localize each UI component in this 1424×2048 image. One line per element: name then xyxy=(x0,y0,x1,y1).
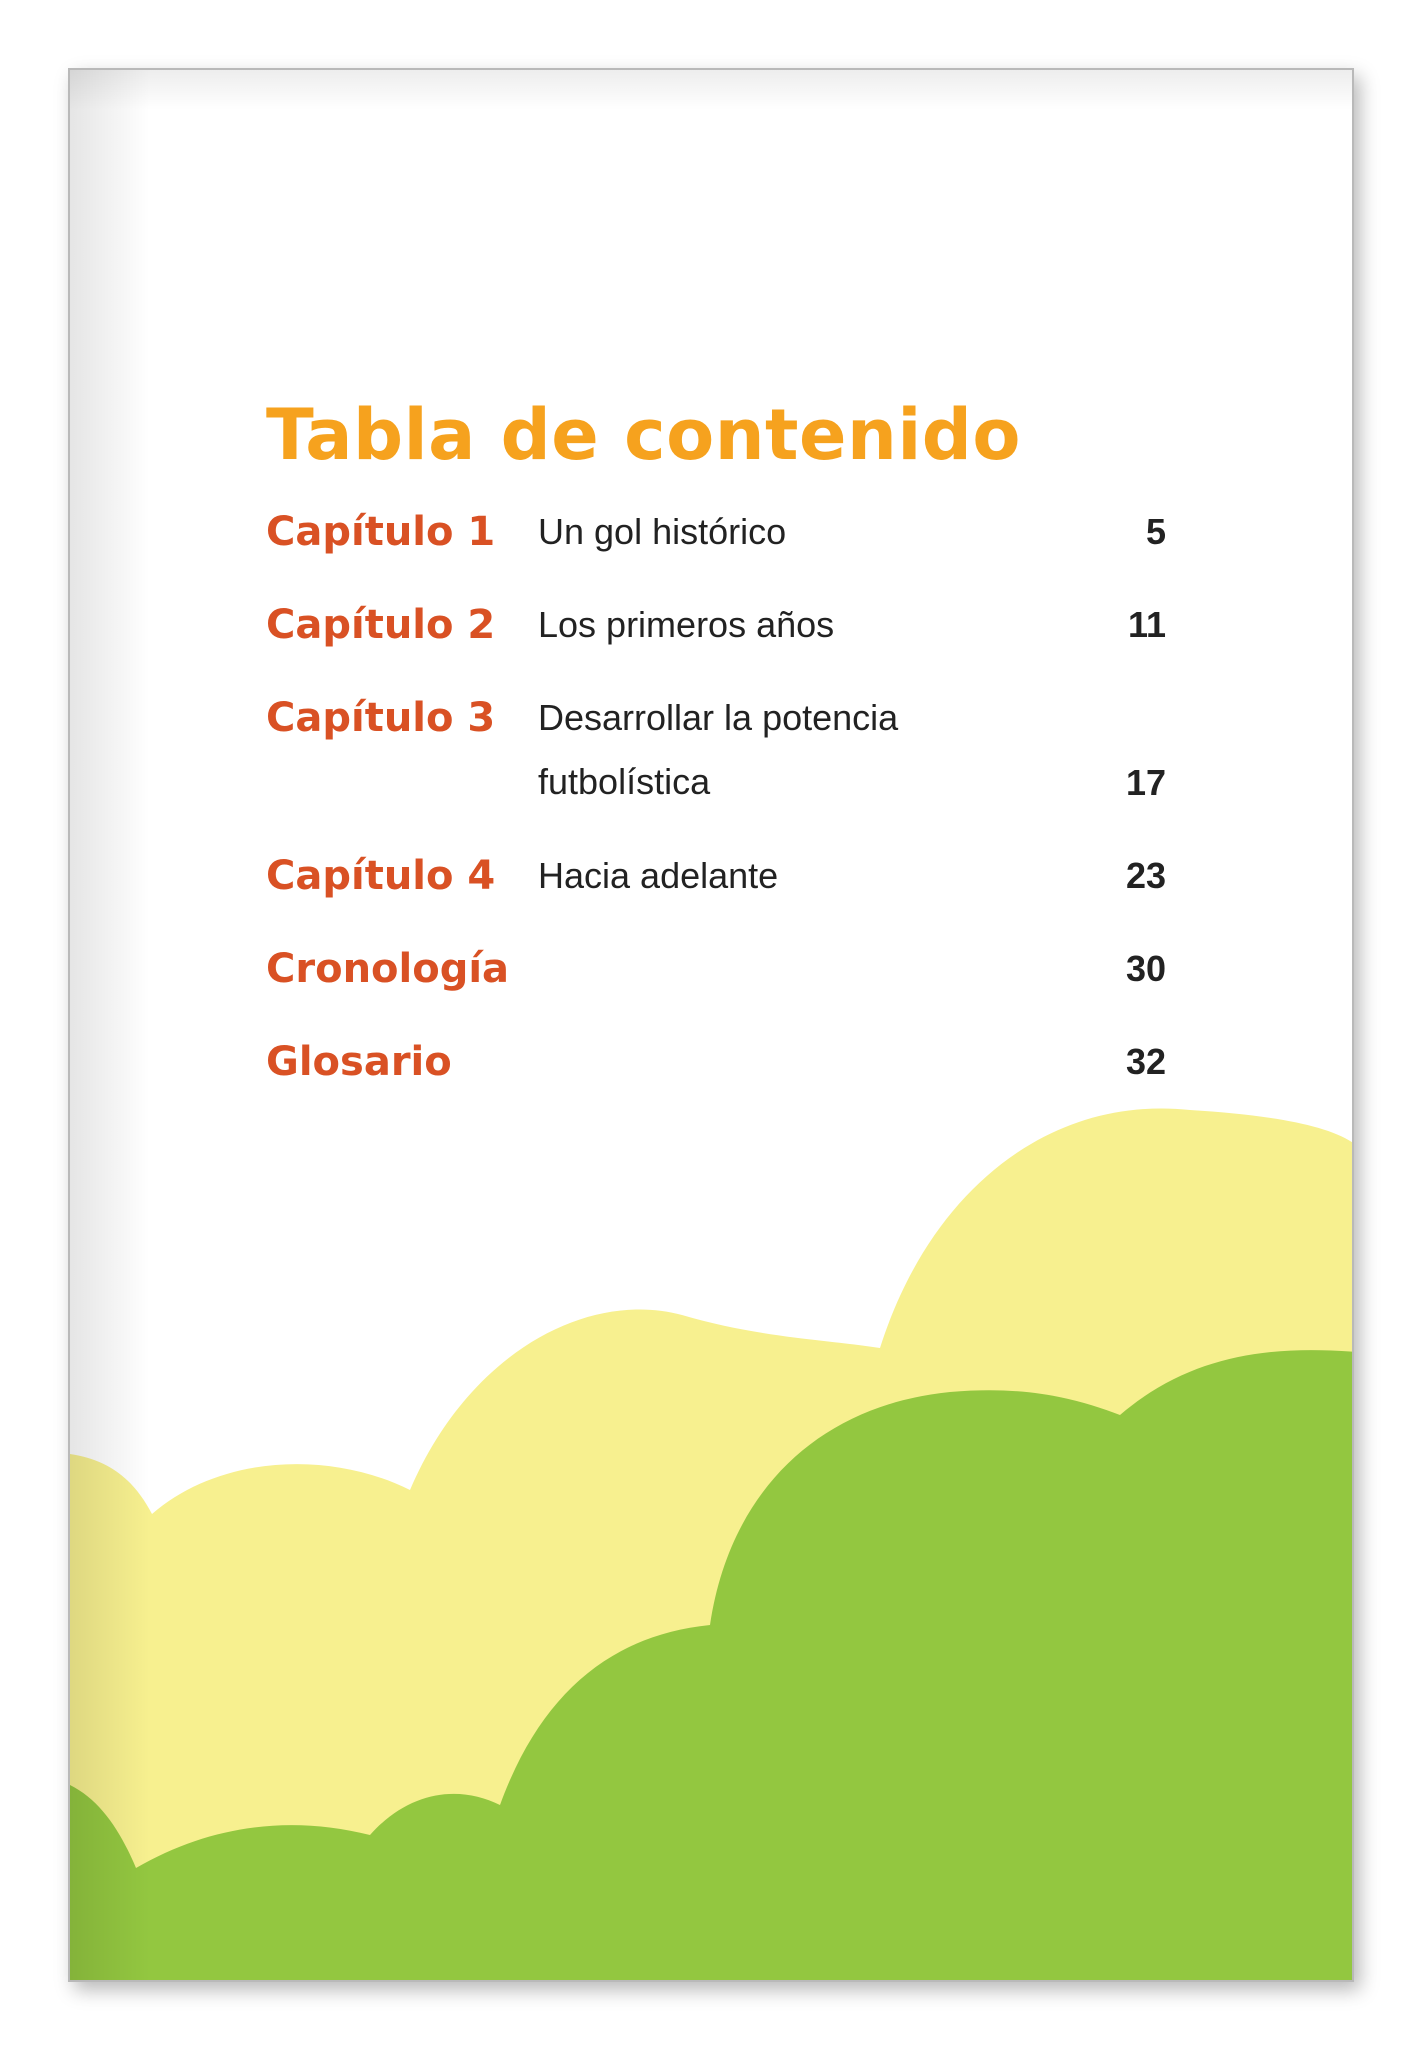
toc-entry-description: Un gol histórico xyxy=(538,511,787,552)
toc-entry-label: Capítulo 1 xyxy=(266,509,496,555)
toc-entry-page-number: 32 xyxy=(1125,1041,1166,1082)
toc-entry-label: Capítulo 4 xyxy=(266,853,496,899)
toc-entry-label: Capítulo 3 xyxy=(266,695,496,741)
toc-entry-description: Desarrollar la potencia futbolística xyxy=(538,697,899,802)
toc-entry-page-number: 23 xyxy=(1125,855,1166,896)
toc-entry-chapter-2[interactable] xyxy=(266,593,1166,686)
toc-entry-page-number: 5 xyxy=(1145,511,1166,552)
toc-entry-glossary[interactable] xyxy=(266,1030,1166,1123)
page-title: Tabla de contenido xyxy=(266,394,1022,476)
toc-entry-page-number: 11 xyxy=(1127,604,1166,645)
toc-entry-label: Capítulo 2 xyxy=(266,602,496,648)
toc-entry-page-number: 17 xyxy=(1125,762,1166,803)
toc-entry-label: Glosario xyxy=(266,1039,452,1085)
toc-entry-page-number: 30 xyxy=(1125,948,1166,989)
toc-entry-chapter-3[interactable] xyxy=(266,686,1166,844)
toc-entry-label: Cronología xyxy=(266,946,510,992)
toc-entry-chapter-1[interactable] xyxy=(266,500,1166,593)
toc-entry-description: Hacia adelante xyxy=(538,855,779,896)
toc-entry-description: Los primeros años xyxy=(538,604,835,645)
toc-entry-chapter-4[interactable] xyxy=(266,844,1166,937)
book-page xyxy=(68,68,1354,1982)
table-of-contents xyxy=(266,394,1166,1123)
toc-entry-timeline[interactable] xyxy=(266,937,1166,1030)
